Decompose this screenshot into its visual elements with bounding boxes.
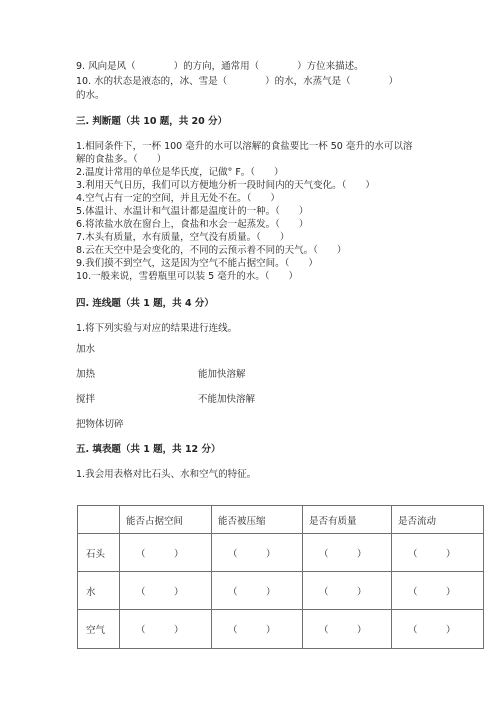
- judge-item-10: 10.一般来说，雪碧瓶里可以装 5 毫升的水。（ ）: [76, 271, 298, 282]
- answer-blank[interactable]: （ ）: [392, 534, 484, 572]
- question-10-line-2: 的水。: [76, 90, 105, 101]
- section-4-heading: 四. 连线题（共 1 题，共 4 分）: [76, 298, 214, 309]
- judge-item-1b: 解的食盐多。（ ）: [76, 154, 167, 165]
- matching-left-1: 加水: [76, 344, 96, 355]
- answer-blank[interactable]: （ ）: [212, 610, 303, 649]
- table-header-row: [78, 506, 484, 534]
- matching-right-2: 不能加快溶解: [198, 394, 256, 405]
- table-prompt: 1.我会用表格对比石头、水和空气的特征。: [76, 469, 257, 480]
- answer-blank[interactable]: （ ）: [120, 534, 212, 572]
- section-5-heading: 五. 填表题（共 1 题，共 12 分）: [76, 444, 221, 455]
- row-label-stone: 石头: [78, 534, 120, 572]
- matching-right-1: 能加快溶解: [198, 369, 246, 380]
- judge-item-1a: 1.相同条件下，一杯 100 毫升的水可以溶解的食盐要比一杯 50 毫升的水可以溶: [76, 141, 413, 152]
- matching-left-4: 把物体切碎: [76, 419, 124, 430]
- answer-blank[interactable]: （ ）: [120, 610, 212, 649]
- answer-blank[interactable]: （ ）: [212, 572, 303, 610]
- matching-left-3: 搅拌: [76, 394, 96, 405]
- judge-item-3: 3.利用天气日历，我们可以方便地分析一段时间内的天气变化。（ ）: [76, 180, 375, 191]
- answer-blank[interactable]: （ ）: [303, 534, 392, 572]
- judge-item-9: 9.我们摸不到空气，这是因为空气不能占据空间。（ ）: [76, 258, 318, 269]
- judge-item-2: 2.温度计常用的单位是华氏度，记做° F。（ ）: [76, 167, 284, 178]
- header-has-mass: 是否有质量: [303, 506, 392, 534]
- row-label-air: 空气: [78, 610, 120, 649]
- table-corner-cell: [78, 506, 120, 534]
- header-occupies-space: 能否占据空间: [120, 506, 212, 534]
- question-10-line-1: 10. 水的状态是液态的，冰、雪是（ ）的水，水蒸气是（ ）: [76, 76, 399, 87]
- answer-blank[interactable]: （ ）: [212, 534, 303, 572]
- comparison-table: [77, 505, 484, 649]
- judge-item-6: 6.将浓盐水放在窗台上，食盐和水会一起蒸发。（ ）: [76, 219, 309, 230]
- matching-prompt: 1.将下列实验与对应的结果进行连线。: [76, 323, 238, 334]
- judge-item-8: 8.云在天空中是会变化的，不同的云预示着不同的天气。（ ）: [76, 245, 347, 256]
- answer-blank[interactable]: （ ）: [392, 610, 484, 649]
- header-flows: 是否流动: [392, 506, 484, 534]
- row-label-water: 水: [78, 572, 120, 610]
- table-row: [78, 534, 484, 572]
- answer-blank[interactable]: （ ）: [120, 572, 212, 610]
- judge-item-5: 5.体温计、水温计和气温计都是温度计的一种。（ ）: [76, 206, 309, 217]
- question-9: 9. 风向是风（ ）的方向，通常用（ ）方位来描述。: [76, 61, 364, 72]
- answer-blank[interactable]: （ ）: [303, 572, 392, 610]
- judge-item-4: 4.空气占有一定的空间，并且无处不在。（ ）: [76, 193, 280, 204]
- section-3-heading: 三. 判断题（共 10 题，共 20 分）: [76, 116, 228, 127]
- answer-blank[interactable]: （ ）: [392, 572, 484, 610]
- matching-left-2: 加热: [76, 369, 96, 380]
- judge-item-7: 7.木头有质量，水有质量，空气没有质量。（ ）: [76, 232, 290, 243]
- answer-blank[interactable]: （ ）: [303, 610, 392, 649]
- table-row: [78, 610, 484, 649]
- table-row: [78, 572, 484, 610]
- header-compressible: 能否被压缩: [212, 506, 303, 534]
